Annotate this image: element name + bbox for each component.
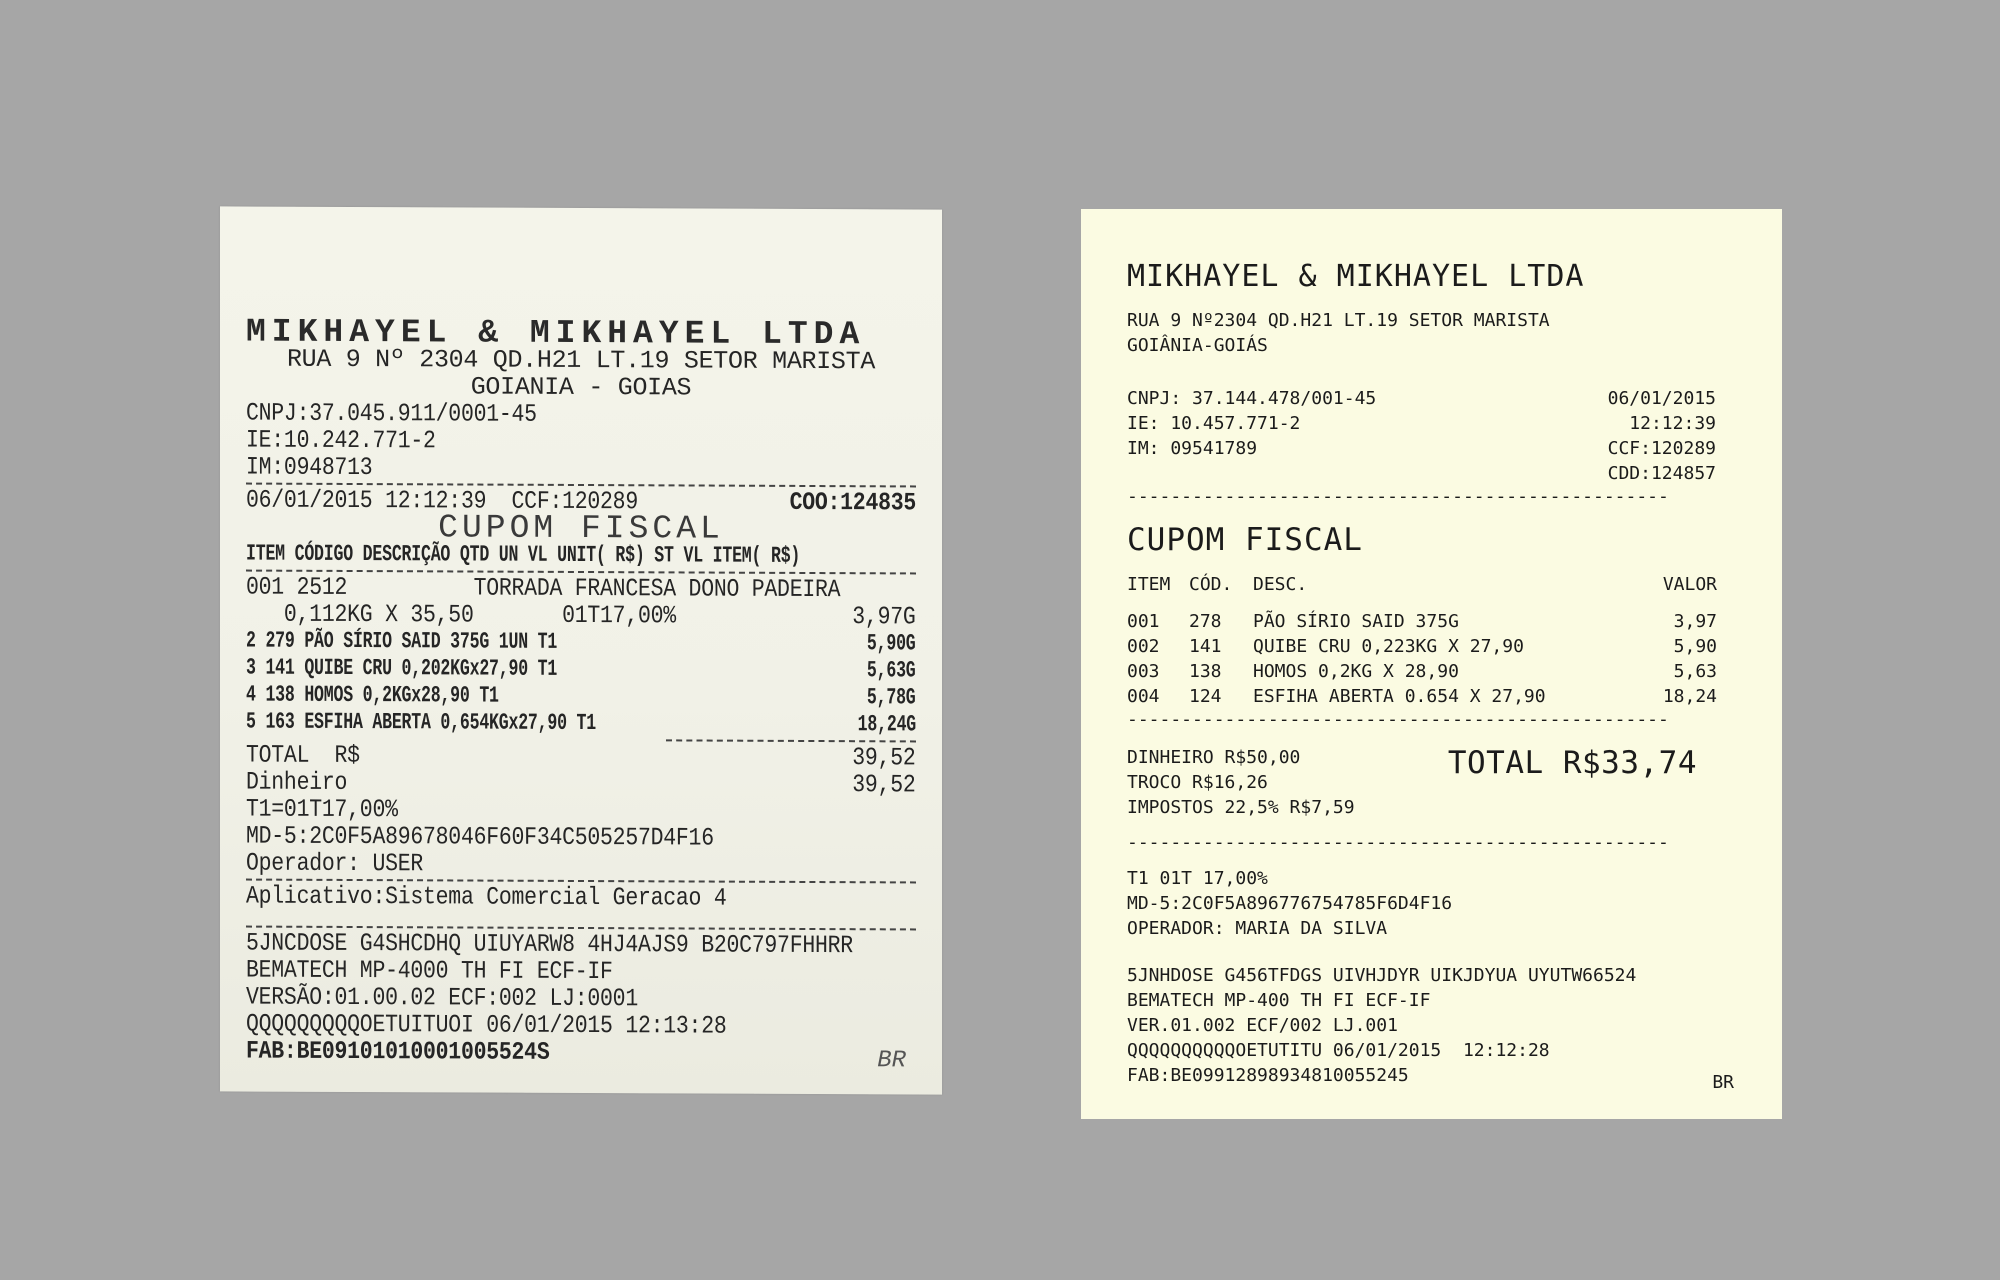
item-1-detail bbox=[246, 601, 916, 631]
total: TOTAL R$33,74 bbox=[1447, 745, 1697, 781]
ie: IE: 10.457.771-2 bbox=[1127, 413, 1301, 434]
divider: -------------------------------------------------- bbox=[1127, 486, 1669, 507]
cash-row bbox=[246, 769, 916, 799]
item-desc: QUIBE CRU 0,223KG X 27,90 bbox=[1253, 636, 1524, 657]
item-1-qty: 0,112KG X 35,50 01T17,00% bbox=[246, 599, 676, 631]
address: RUA 9 Nº 2304 QD.H21 LT.19 SETOR MARISTA bbox=[286, 344, 876, 377]
version: VERSÃO:01.00.02 ECF:002 LJ:0001 bbox=[246, 982, 638, 1014]
cupom-fiscal-title: CUPOM FISCAL bbox=[438, 509, 724, 548]
col-code: CÓD. bbox=[1189, 574, 1233, 595]
im: IM: 09541789 bbox=[1127, 438, 1258, 459]
timestamp: QQQQQQQQQOETUITUOI 06/01/2015 12:13:28 bbox=[246, 1009, 727, 1041]
item-1-value: 3,97G bbox=[852, 602, 916, 632]
city: GOIÂNIA-GOIÁS bbox=[1127, 335, 1268, 356]
cash-label: Dinheiro bbox=[246, 767, 348, 797]
tax-rate: T1 01T 17,00% bbox=[1127, 868, 1268, 889]
item-code: 141 bbox=[1189, 636, 1222, 657]
item-desc: 5 163 ESFIHA ABERTA 0,654KGx27,90 T1 bbox=[246, 708, 596, 737]
date: 06/01/2015 bbox=[1607, 388, 1716, 409]
table-row bbox=[1127, 634, 1717, 659]
printer-model: BEMATECH MP-400 TH FI ECF-IF bbox=[1127, 990, 1431, 1011]
item-num: 002 bbox=[1127, 636, 1160, 657]
item-code: 138 bbox=[1189, 661, 1222, 682]
table-row bbox=[1127, 659, 1717, 684]
item-desc: HOMOS 0,2KG X 28,90 bbox=[1253, 661, 1459, 682]
cnpj: CNPJ:37.045.911/0001-45 bbox=[246, 398, 537, 429]
table-header bbox=[1127, 572, 1717, 597]
datetime-ccf: 06/01/2015 12:12:39 CCF:120289 bbox=[246, 485, 638, 517]
payment-block bbox=[1127, 745, 1697, 820]
datetime-row bbox=[246, 487, 916, 517]
operator: Operador: USER bbox=[246, 848, 424, 879]
divider: -------------------------------------------------- bbox=[1127, 832, 1669, 853]
item-desc: 2 279 PÃO SÍRIO SAID 375G 1UN T1 bbox=[246, 627, 558, 655]
item-1-desc: 001 2512 TORRADA FRANCESA DONO PADEIRA bbox=[246, 572, 841, 605]
tax-rate: T1=01T17,00% bbox=[246, 794, 398, 825]
item-value: 5,63G bbox=[867, 657, 916, 684]
total-value: 39,52 bbox=[852, 743, 916, 773]
item-desc: 4 138 HOMOS 0,2KGx28,90 T1 bbox=[246, 681, 499, 709]
br-logo: BR bbox=[1712, 1072, 1734, 1093]
cash-paid: DINHEIRO R$50,00 bbox=[1127, 747, 1301, 768]
cash-value: 39,52 bbox=[852, 770, 916, 800]
cupom-fiscal-title: CUPOM FISCAL bbox=[1127, 522, 1363, 558]
change: TROCO R$16,26 bbox=[1127, 772, 1268, 793]
fab-serial: FAB:BE09101010001005524S bbox=[246, 1036, 550, 1067]
item-desc: ESFIHA ABERTA 0.654 X 27,90 bbox=[1253, 686, 1546, 707]
item-row bbox=[246, 682, 916, 712]
cdd: CDD:124857 bbox=[1607, 463, 1716, 484]
br-logo: BR bbox=[877, 1047, 906, 1075]
coo: COO:124835 bbox=[789, 487, 916, 518]
timestamp: QQQQQQQQQQOETUTITU 06/01/2015 12:12:28 bbox=[1127, 1040, 1550, 1061]
cnpj: CNPJ: 37.144.478/001-45 bbox=[1127, 388, 1377, 409]
time: 12:12:39 bbox=[1629, 413, 1716, 434]
item-row bbox=[246, 709, 916, 739]
ie: IE:10.242.771-2 bbox=[246, 425, 436, 456]
md5: MD-5:2C0F5A89678046F60F34C505257D4F16 bbox=[246, 821, 714, 853]
items-table bbox=[1127, 572, 1717, 709]
divider: -------------------------------------------------- bbox=[1127, 709, 1669, 730]
table-row bbox=[1127, 609, 1717, 634]
item-value: 5,78G bbox=[867, 684, 916, 711]
table-row bbox=[1127, 684, 1717, 709]
taxes: IMPOSTOS 22,5% R$7,59 bbox=[1127, 797, 1355, 818]
item-num: 001 bbox=[1127, 611, 1160, 632]
total-label: TOTAL R$ bbox=[246, 740, 360, 771]
col-desc: DESC. bbox=[1253, 574, 1308, 595]
item-code: 278 bbox=[1189, 611, 1222, 632]
auth-code: 5JNHDOSE G456TFDGS UIVHJDYR UIKJDYUA UYUTW66524 bbox=[1127, 965, 1637, 986]
ccf: CCF:120289 bbox=[1607, 438, 1716, 459]
application: Aplicativo:Sistema Comercial Geracao 4 bbox=[246, 881, 727, 913]
printer-model: BEMATECH MP-4000 TH FI ECF-IF bbox=[246, 955, 613, 987]
column-header: ITEM CÓDIGO DESCRIÇÃO QTD UN VL UNIT( R$) ST VL ITEM( R$) bbox=[246, 540, 801, 569]
item-code: 124 bbox=[1189, 686, 1222, 707]
im: IM:0948713 bbox=[246, 452, 373, 483]
item-value: 18,24 bbox=[1662, 686, 1717, 707]
original-receipt-photo bbox=[220, 206, 942, 1094]
item-value: 5,90G bbox=[867, 630, 916, 657]
fab-serial: FAB:BE09912898934810055245 bbox=[1127, 1065, 1409, 1086]
company-name: MIKHAYEL & MIKHAYEL LTDA bbox=[1127, 259, 1585, 294]
item-value: 3,97 bbox=[1673, 611, 1717, 632]
item-row bbox=[246, 628, 916, 658]
version: VER.01.002 ECF/002 LJ.001 bbox=[1127, 1015, 1398, 1036]
auth-code: 5JNCDOSE G4SHCDHQ UIUYARW8 4HJ4AJS9 B20C797FHHRR bbox=[246, 928, 853, 961]
md5: MD-5:2C0F5A896776754785F6D4F16 bbox=[1127, 893, 1453, 914]
item-value: 5,90 bbox=[1673, 636, 1717, 657]
clean-receipt bbox=[1081, 209, 1782, 1119]
item-value: 18,24G bbox=[857, 711, 916, 738]
total-row bbox=[246, 742, 916, 772]
item-desc: PÃO SÍRIO SAID 375G bbox=[1253, 611, 1459, 632]
col-item: ITEM bbox=[1127, 574, 1171, 595]
item-row bbox=[246, 655, 916, 685]
item-value: 5,63 bbox=[1673, 661, 1717, 682]
city: GOIANIA - GOIAS bbox=[470, 372, 692, 403]
address: RUA 9 Nº2304 QD.H21 LT.19 SETOR MARISTA bbox=[1127, 310, 1550, 331]
col-value: VALOR bbox=[1662, 574, 1717, 595]
operator: OPERADOR: MARIA DA SILVA bbox=[1127, 918, 1388, 939]
item-num: 004 bbox=[1127, 686, 1160, 707]
divider bbox=[666, 739, 916, 742]
item-num: 003 bbox=[1127, 661, 1160, 682]
company-name: MIKHAYEL & MIKHAYEL LTDA bbox=[246, 313, 866, 354]
item-desc: 3 141 QUIBE CRU 0,202KGx27,90 T1 bbox=[246, 654, 558, 682]
info-block bbox=[1127, 386, 1736, 486]
